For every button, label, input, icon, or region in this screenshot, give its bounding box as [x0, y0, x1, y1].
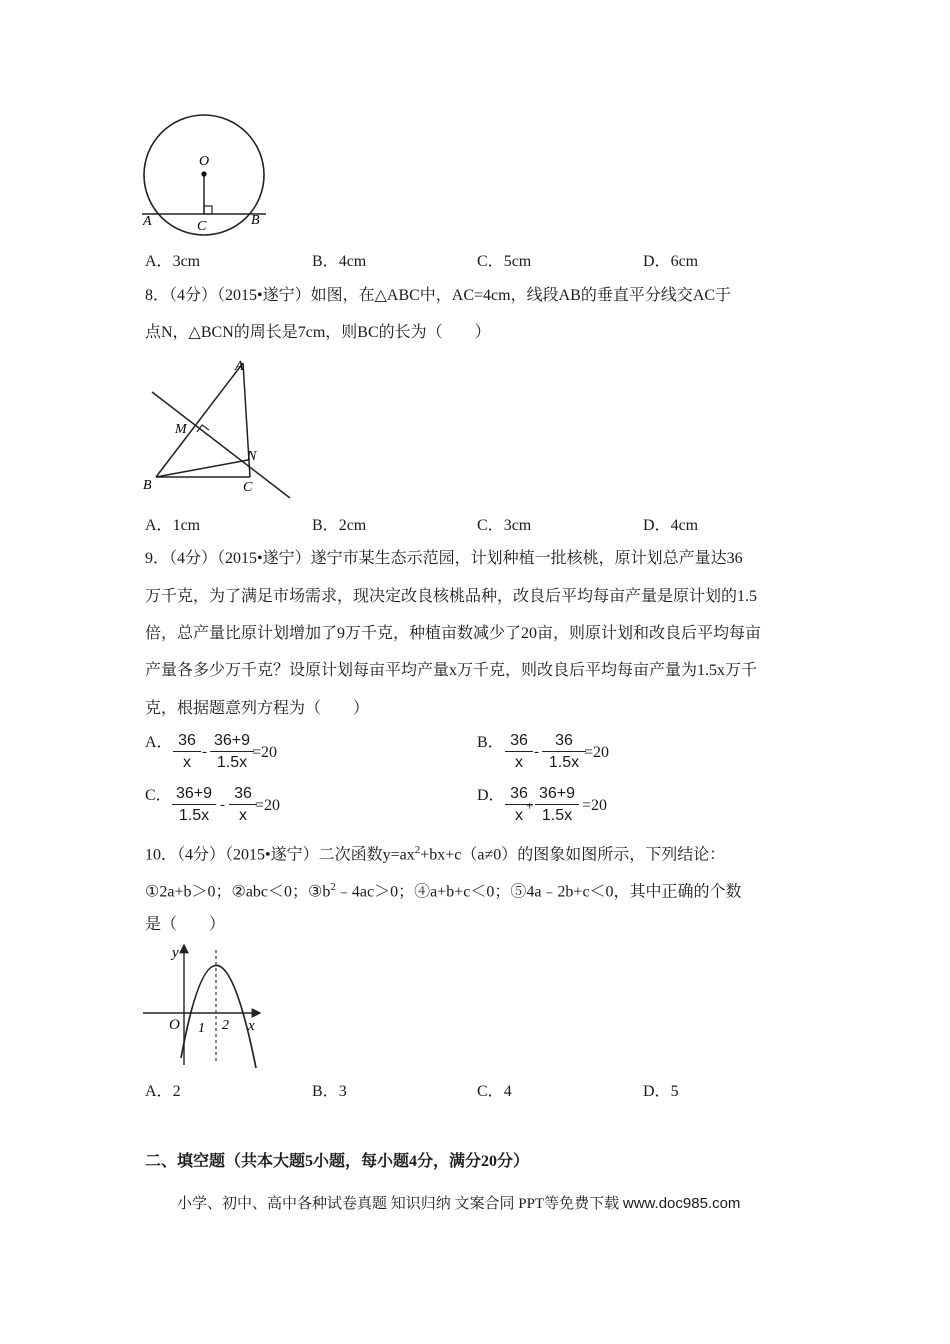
- q8-option-d: D．4cm: [643, 517, 699, 534]
- q9-stem-line2: 万千克，为了满足市场需求，现决定改良核桃品种，改良后平均每亩产量是原计划的1.5: [145, 588, 758, 605]
- q9-option-a-rhs: =20: [252, 744, 278, 761]
- q8-option-c: C．3cm: [477, 517, 532, 534]
- q9-option-c-operator: -: [220, 797, 225, 813]
- axis-label-y: y: [172, 945, 179, 961]
- parabola-figure: [138, 940, 268, 1070]
- q9-option-c-rhs: =20: [255, 797, 281, 814]
- q9-option-c-letter: C．: [145, 787, 172, 804]
- q9-option-b-rhs: =20: [584, 744, 610, 761]
- q9-option-b-fraction2: 36 1.5x: [542, 731, 586, 772]
- q10-stem-line3: 是（ ）: [145, 916, 226, 933]
- label-a: A: [143, 214, 152, 229]
- q7-option-b: B．4cm: [312, 253, 367, 270]
- q10-option-d: D．5: [643, 1083, 679, 1100]
- q7-option-a: A．3cm: [145, 253, 201, 270]
- label-a: A: [235, 359, 244, 374]
- q10-option-c: C．4: [477, 1083, 512, 1100]
- q10-stem-line2: ①2a+b＞0；②abc＜0；$③b^2﹣4ac>0$；④a+b+c＜0；⑤4a﹣2b+c＜0，其中正确的个数: [145, 881, 742, 901]
- footer-text: [177, 1192, 740, 1213]
- q9-stem-line1: 9．（4分）（2015•遂宁）遂宁市某生态示范园，计划种植一批核桃，原计划总产量达36: [145, 550, 743, 567]
- q9-option-b-fraction1: 36 x: [505, 731, 533, 772]
- q9-option-d-rhs: =20: [582, 797, 608, 814]
- q10-option-a: A．2: [145, 1083, 181, 1100]
- q9-option-a-fraction2: 36+9 1.5x: [210, 731, 254, 772]
- q9-option-b-operator: -: [534, 744, 539, 760]
- tick-label-2: 2: [222, 1018, 229, 1033]
- q9-option-a-fraction1: 36 x: [173, 731, 201, 772]
- label-b: B: [143, 478, 152, 493]
- triangle-figure: [138, 352, 298, 500]
- q10-option-b: B．3: [312, 1083, 347, 1100]
- label-m: M: [175, 422, 187, 437]
- q9-stem-line4: 产量各多少万千克？设原计划每亩平均产量x万千克，则改良后平均每亩产量为1.5x万千: [145, 662, 758, 679]
- q9-option-d-fraction2: 36+9 1.5x: [535, 784, 579, 825]
- q9-option-d-operator: +: [526, 798, 534, 813]
- section2-heading: 二、填空题（共本大题5小题，每小题4分，满分20分）: [145, 1153, 530, 1170]
- label-c: C: [197, 219, 207, 234]
- q7-option-d: D．6cm: [643, 253, 699, 270]
- q9-option-d-letter: D．: [477, 787, 505, 804]
- q9-option-c-fraction2: 36 x: [229, 784, 257, 825]
- q10-stem-line1: 10．（4分）（2015•遂宁）二次函数$y=ax^2+bx+c(a\ne 0)$的图象如图所示，下列结论：: [145, 844, 726, 864]
- footer-url: www.doc985.com: [622, 1195, 741, 1212]
- label-c: C: [243, 480, 253, 495]
- q9-option-b-letter: B．: [477, 734, 504, 751]
- axis-label-x: x: [248, 1018, 255, 1034]
- tick-label-1: 1: [198, 1021, 205, 1036]
- q8-stem-line1: 8．（4分）（2015•遂宁）如图，在△ABC中，AC=4cm，线段AB的垂直平分线交AC于: [145, 287, 732, 304]
- q9-stem-line3: 倍，总产量比原计划增加了9万千克，种植亩数减少了20亩，则原计划和改良后平均每亩: [145, 625, 762, 642]
- q8-option-b: B．2cm: [312, 517, 367, 534]
- q9-option-c-fraction1: 36+9 1.5x: [172, 784, 216, 825]
- q8-option-a: A．1cm: [145, 517, 201, 534]
- q9-option-d-fraction1: 36 x: [505, 784, 533, 825]
- label-o: O: [199, 154, 210, 169]
- q7-option-c: C．5cm: [477, 253, 532, 270]
- label-b: B: [251, 213, 260, 228]
- label-n: N: [247, 449, 257, 464]
- q9-option-a-letter: A．: [145, 734, 173, 751]
- circle-figure: [138, 112, 273, 237]
- origin-label: O: [169, 1017, 180, 1033]
- footer-description: 小学、初中、高中各种试卷真题 知识归纳 文案合同 PPT等免费下载: [177, 1196, 620, 1212]
- q9-option-a-operator: -: [202, 744, 207, 760]
- q9-stem-line5: 克，根据题意列方程为（ ）: [145, 700, 370, 717]
- q8-stem-line2: 点N，△BCN的周长是7cm，则BC的长为（ ）: [145, 324, 491, 341]
